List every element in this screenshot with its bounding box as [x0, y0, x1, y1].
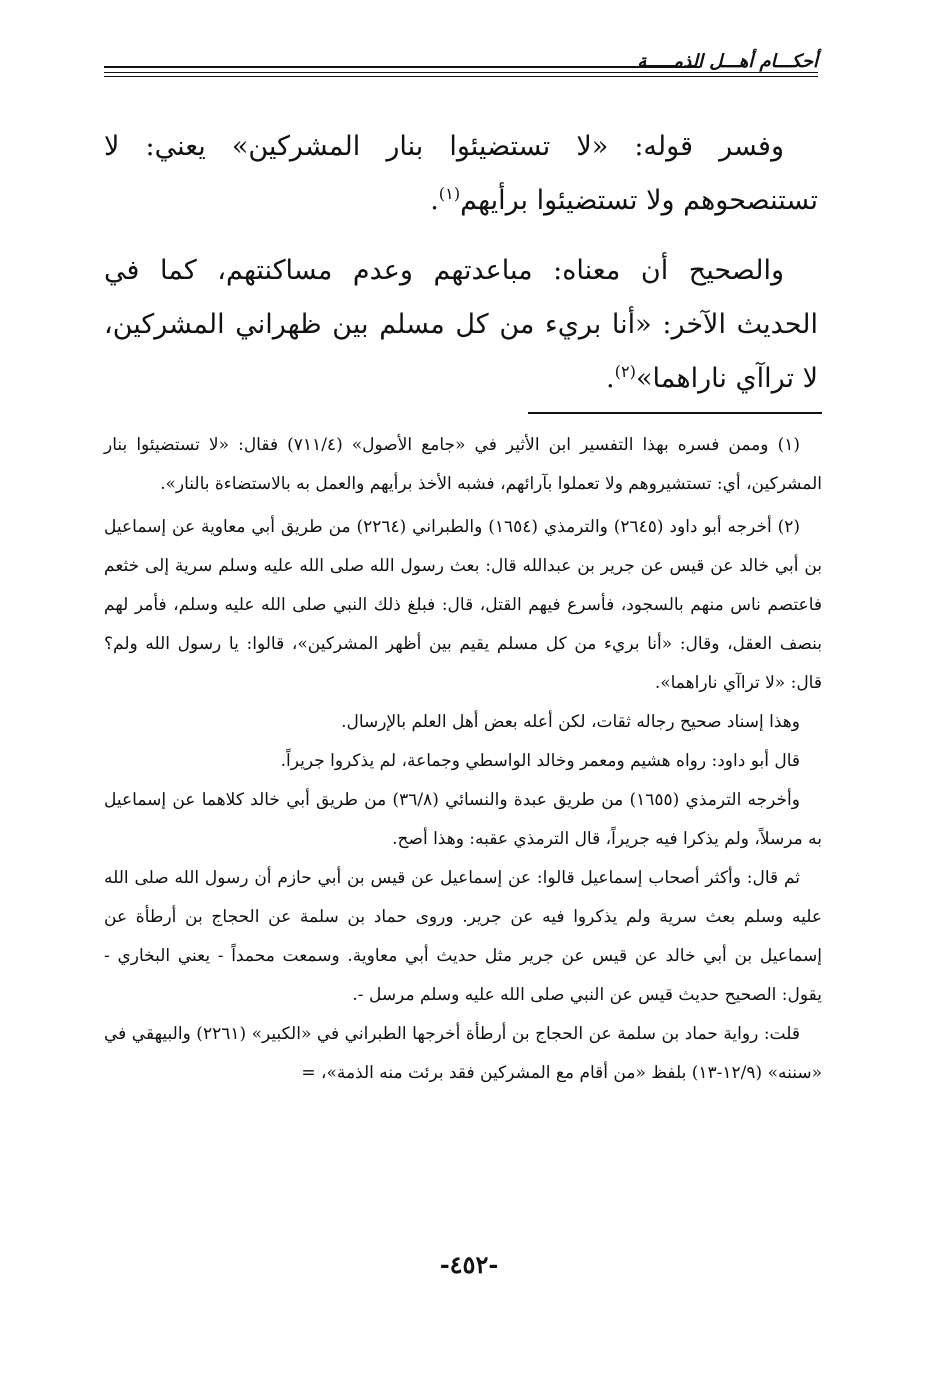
paragraph-end: .	[430, 185, 439, 216]
main-paragraph-text: والصحيح أن معناه: مباعدتهم وعدم مساكنتهم، كما في الحديث الآخر: «أنا بريء من كل مسلم بين ظهراني المشركين، لا تراآي ناراهما»	[104, 255, 818, 394]
footnote-marker: (٢)	[614, 362, 636, 381]
main-paragraph	[104, 244, 818, 406]
main-paragraph	[104, 120, 818, 228]
header-rule	[104, 66, 700, 68]
page-number: -٤٥٢-	[439, 1250, 499, 1279]
footnote-continuation: وهذا إسناد صحيح رجاله ثقات، لكن أعله بعض أهل العلم بالإرسال.	[341, 712, 800, 732]
header-rule-lower	[104, 72, 818, 73]
footnote-continuation: وأخرجه الترمذي (١٦٥٥) من طريق عبدة والنسائي (٣٦/٨) من طريق أبي خالد كلاهما عن إسماعيل به مرسلاً، ولم يذكرا فيه جريراً، قال الترمذي عقبه: وهذا أصح.	[104, 790, 822, 849]
main-text	[104, 120, 818, 422]
footnote-continuation: قلت: رواية حماد بن سلمة عن الحجاج بن أرطأة أخرجها الطبراني في «الكبير» (٢٢٦١) والبيهقي في «سننه» (١٢/٩-١٣) بلفظ «من أقام مع المشركين فقد برئت منه الذمة»، =	[104, 1024, 822, 1083]
footnote-continuation: قال أبو داود: رواه هشيم ومعمر وخالد الواسطي وجماعة، لم يذكروا جريراً.	[280, 751, 800, 771]
paragraph-end: .	[606, 363, 615, 394]
running-header	[104, 48, 818, 88]
main-paragraph-text: وفسر قوله: «لا تستضيئوا بنار المشركين» يعني: لا تستنصحوهم ولا تستضيئوا برأيهم	[104, 131, 818, 216]
header-rule-bottom	[104, 76, 818, 77]
footnote: (٢) أخرجه أبو داود (٢٦٤٥) والترمذي (١٦٥٤) والطبراني (٢٢٦٤) من طريق أبي معاوية عن إسماعيل بن أبي خالد عن قيس عن جرير بن عبدالله قال: بعث رسول الله صلى الله عليه وسلم سرية إلى خثعم فاعتصم ناس منهم بالسجود، فأسرع فيهم القتل، قال: فبلغ ذلك النبي صلى الله عليه وسلم، فأمر لهم بنصف العقل، وقال: «أنا بريء من كل مسلم يقيم بين أظهر المشركين»، قالوا: يا رسول الله ولم؟ قال: «لا تراآي ناراهما».	[104, 517, 822, 693]
footnote-continuation: ثم قال: وأكثر أصحاب إسماعيل قالوا: عن إسماعيل عن قيس بن أبي حازم أن رسول الله صلى الله عليه وسلم بعث سرية ولم يذكروا فيه عن جرير. وروى حماد بن سلمة عن الحجاج بن أرطأة عن إسماعيل بن أبي خالد عن قيس عن جرير مثل حديث أبي معاوية. وسمعت محمداً - يعني البخاري - يقول: الصحيح حديث قيس عن النبي صلى الله عليه وسلم مرسل -.	[104, 868, 822, 1005]
running-header-title: أحكـــام أهـــل الذمـــــة	[637, 51, 818, 72]
footnote: (١) وممن فسره بهذا التفسير ابن الأثير في «جامع الأصول» (٧١١/٤) فقال: «لا تستضيئوا بنار المشركين، أي: تستشيروهم ولا تعملوا بآرائهم، فشبه الأخذ برأيهم والعمل به بالاستضاءة بالنار».	[104, 435, 822, 494]
footnote-marker: (١)	[438, 184, 461, 203]
footnotes	[104, 426, 822, 1093]
footnote-divider	[528, 412, 822, 414]
